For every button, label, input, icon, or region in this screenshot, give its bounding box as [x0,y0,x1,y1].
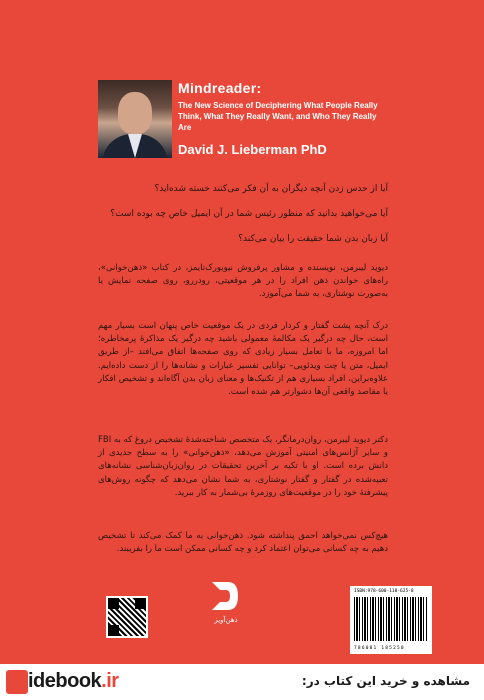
publisher-name: ذهن‌آویز [214,616,238,624]
book-title: Mindreader: [178,80,262,96]
barcode-digits: 786001 185250 [354,646,405,651]
site-logo[interactable] [28,670,119,693]
paragraph-1: دیوید لیبرمن، نویسنده و مشاور پرفروش نیویورک‌تایمز، در کتاب «ذهن‌خوانی»، راه‌های خواندن ذهن افراد را در هر موقعیتی، رودررو، روی صفحه نمایش یا به‌صورت نوشتاری، به شما می‌آموزد. [98,263,388,300]
question-1: آیا از حدس زدن آنچه دیگران به آن فکر می‌کنند خسته شده‌اید؟ [154,184,388,194]
publisher-logo-icon [208,578,242,614]
qr-code [106,596,148,638]
site-tld: .ir [101,670,119,692]
footer-banner[interactable] [0,664,484,700]
footer-cta: مشاهده و خرید این کتاب در: [301,674,470,688]
author-name: David J. Lieberman PhD [178,142,327,157]
barcode-bars [354,597,428,641]
paragraph-2: درک آنچه پشت گفتار و کردار فردی در یک موقعیت خاص پنهان است بسیار مهم است، حال چه درگیر یک مکالمهٔ معمولی باشید چه درگیر یک مذاکرهٔ پرمخاطره؛ اما امروزه، ما با تعامل بسیار زیادی که روی صفحه‌ها اتفاق می‌افتد –از طریق ایمیل، متن یا چت ویدئویی– توانایی تفسیر عبارات و نشانه‌ها را از دست داده‌ایم. علاوه‌براین، افراد بسیاری هم از تکنیک‌ها و معنای زبان بدن آگاه‌اند و تشخیص افکار یا مقاصد واقعی آن‌ها دشوارتر هم شده است. [98,321,388,398]
book-site-icon [6,670,28,694]
question-3: آیا زبان بدن شما حقیقت را بیان می‌کند؟ [238,234,388,244]
isbn-text: ISBN:978-600-118-625-8 [354,589,414,594]
site-name: idebook [28,670,102,692]
english-title-block [178,80,388,133]
qr-pattern [108,598,146,636]
question-2: آیا می‌خواهید بدانید که منظور رئیس شما در آن ایمیل خاص چه بوده است؟ [110,209,388,219]
paragraph-4: هیچ‌کس نمی‌خواهد احمق پنداشته شود. ذهن‌خوانی به ما کمک می‌کند تا تشخیص دهیم به چه کسانی می‌توان اعتماد کرد و چه کسانی ممکن است ما را بفریبند. [98,531,388,555]
author-photo [98,80,172,158]
barcode [350,586,432,654]
author-face [118,92,152,134]
paragraph-3: دکتر دیوید لیبرمن، روان‌درمانگر، یک متخصص شناخته‌شدهٔ تشخیص دروغ که به FBI و سایر آژانس‌های امنیتی آموزش می‌دهد، «ذهن‌خوانی» را به سطح جدیدی از دانش برده است. او با تکیه بر آخرین تحقیقات در روان‌زبان‌شناسی نشانه‌های تعبیه‌شده در گفتار و گفتار نوشتاری، به شما نشان می‌دهد که چگونه روش‌های پیشرفتهٔ خود را در موقعیت‌های روزمرهٔ بی‌شمار به کار ببرید. [98,435,388,498]
book-subtitle: The New Science of Deciphering What People Really Think, What They Really Want, and Who They Really Are [178,101,378,132]
